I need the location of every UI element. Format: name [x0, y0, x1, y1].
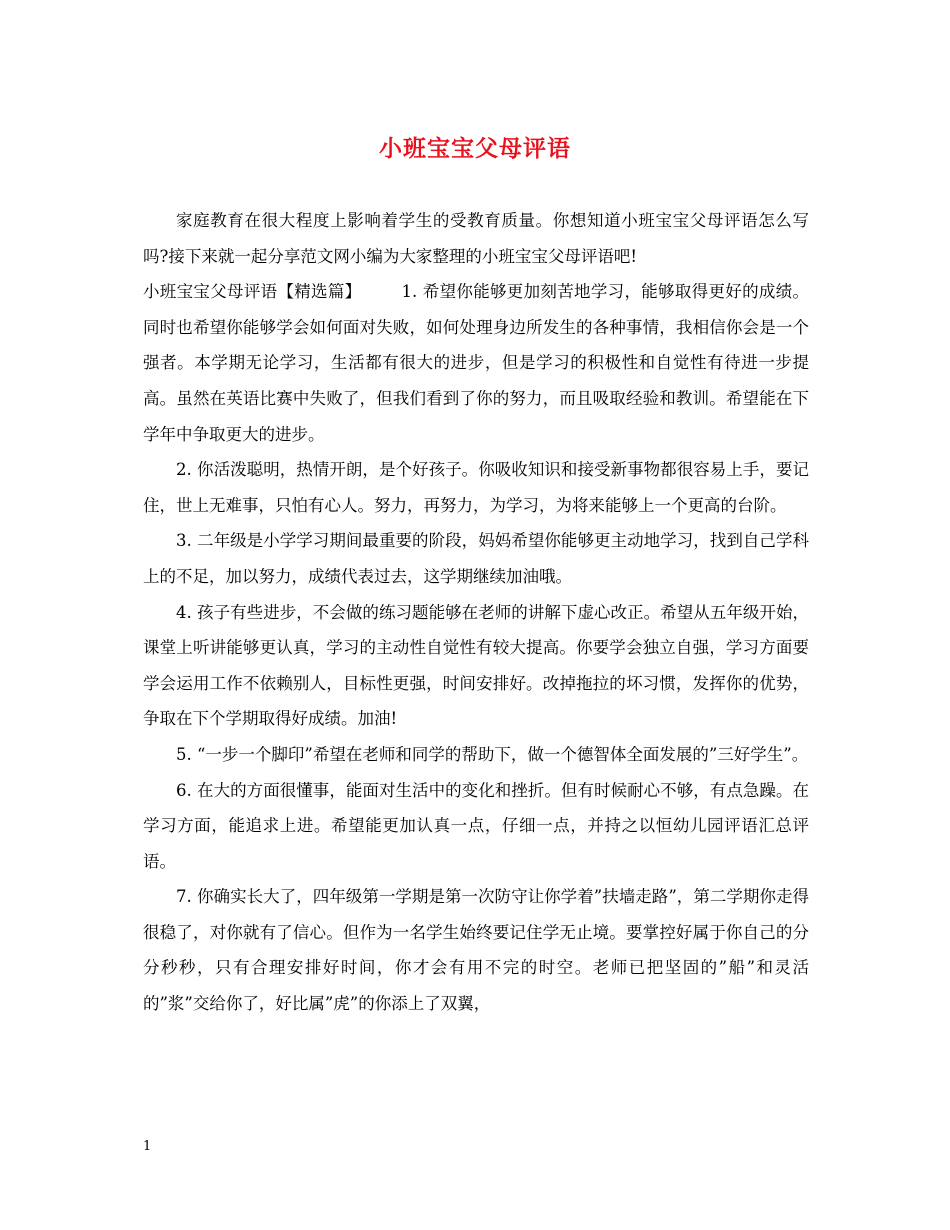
item-3-paragraph: 3. 二年级是小学学习期间最重要的阶段，妈妈希望你能够更主动地学习，找到自己学科上的不足，加以努力，成绩代表过去，这学期继续加油哦。 — [143, 531, 809, 586]
item-5-paragraph: 5. “一步一个脚印”希望在老师和同学的帮助下，做一个德智体全面发展的”三好学生”。 — [176, 744, 809, 764]
item-4-paragraph: 4. 孩子有些进步，不会做的练习题能够在老师的讲解下虚心改正。希望从五年级开始，课堂上听讲能够更认真，学习的主动性自觉性有较大提高。你要学会独立自强，学习方面要学会运用工作不依赖别人，目标性更强，时间安排好。改掉拖拉的坏习惯，发挥你的优势，争取在下个学期取得好成绩。加油! — [143, 602, 809, 729]
section-heading: 小班宝宝父母评语【精选篇】 — [143, 282, 362, 302]
document-title: 小班宝宝父母评语 — [379, 135, 571, 162]
item-2-paragraph: 2. 你活泼聪明，热情开朗，是个好孩子。你吸收知识和接受新事物都很容易上手，要记住，世上无难事，只怕有心人。努力，再努力，为学习，为将来能够上一个更高的台阶。 — [143, 460, 809, 515]
document-body — [143, 203, 809, 1022]
page-number: 1 — [143, 1139, 152, 1154]
item-7-paragraph: 7. 你确实长大了，四年级第一学期是第一次防守让你学着”扶墙走路”，第二学期你走得很稳了，对你就有了信心。但作为一名学生始终要记住学无止境。要掌控好属于你自己的分分秒秒，只有合理安排好时间，你才会有用不完的时空。老师已把坚固的”船”和灵活的”浆”交给你了，好比属”虎”的你添上了双翼， — [143, 887, 809, 1014]
item-1-text: 1. 希望你能够更加刻苦地学习，能够取得更好的成绩。同时也希望你能够学会如何面对失败，如何处理身边所发生的各种事情，我相信你会是一个强者。本学期无论学习，生活都有很大的进步，但是学习的积极性和自觉性有待进一步提高。虽然在英语比赛中失败了，但我们看到了你的努力，而且吸取经验和教训。希望能在下学年中争取更大的进步。 — [143, 282, 809, 444]
section-paragraph — [143, 274, 809, 452]
item-6-paragraph: 6. 在大的方面很懂事，能面对生活中的变化和挫折。但有时候耐心不够，有点急躁。在学习方面，能追求上进。希望能更加认真一点，仔细一点，并持之以恒幼儿园评语汇总评语。 — [143, 780, 809, 871]
intro-paragraph: 家庭教育在很大程度上影响着学生的受教育质量。你想知道小班宝宝父母评语怎么写吗?接下来就一起分享范文网小编为大家整理的小班宝宝父母评语吧! — [143, 211, 809, 266]
